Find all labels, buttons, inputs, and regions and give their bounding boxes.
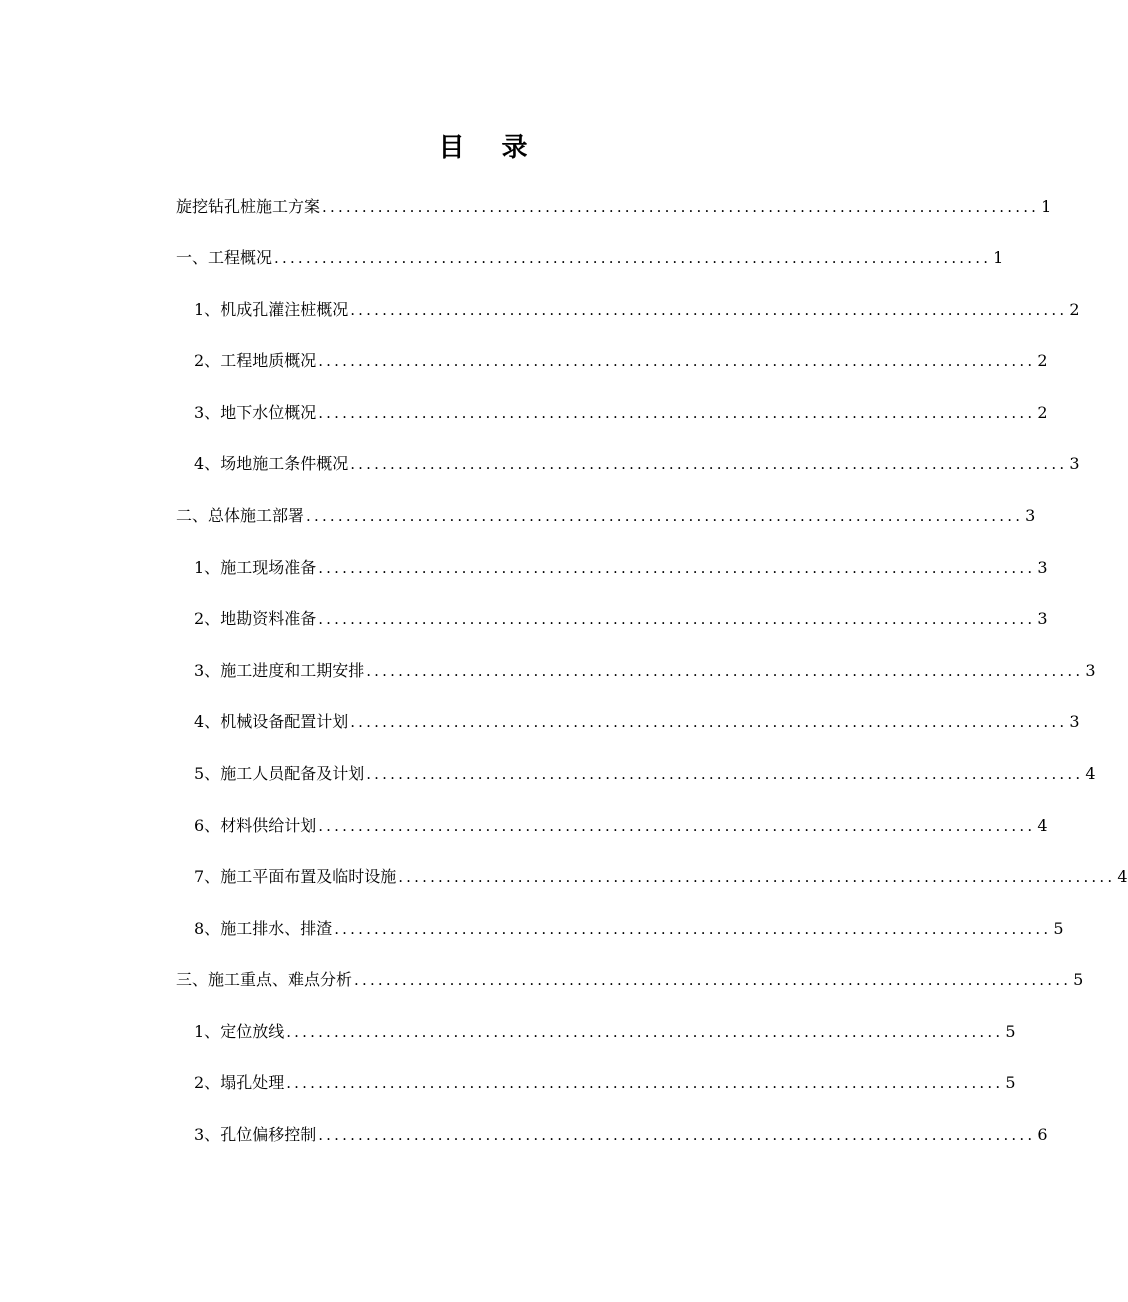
toc-leader: .......................................................................................... — [334, 920, 1052, 938]
toc-leader: .......................................................................................... — [318, 817, 1036, 835]
toc-entry — [194, 1020, 1016, 1044]
toc-title: 目 录 — [438, 133, 542, 163]
toc-entry-number: 2、 — [194, 351, 221, 370]
toc-entry-text: 机成孔灌注桩概况 — [220, 300, 349, 319]
toc-entry-text: 材料供给计划 — [220, 816, 317, 835]
toc-page-number: 5 — [1053, 919, 1064, 938]
toc-entry-text: 塌孔处理 — [220, 1073, 285, 1092]
toc-leader: .......................................................................................... — [274, 249, 992, 267]
toc-page-number: 4 — [1085, 764, 1096, 783]
toc-entry-text: 机械设备配置计划 — [220, 712, 349, 731]
toc-entry — [194, 556, 1048, 580]
toc-entry-number: 三、 — [176, 970, 209, 989]
toc-leader: .......................................................................................... — [350, 455, 1068, 473]
toc-page-number: 1 — [993, 248, 1004, 267]
toc-entry-text: 工程地质概况 — [220, 351, 317, 370]
toc-entry-text: 总体施工部署 — [208, 506, 305, 525]
toc-leader: .......................................................................................... — [350, 301, 1068, 319]
toc-entry-number: 2、 — [194, 609, 221, 628]
toc-leader: .......................................................................................... — [318, 1126, 1036, 1144]
toc-entry — [194, 298, 1080, 322]
toc-page-number: 3 — [1085, 661, 1096, 680]
toc-entry-number: 8、 — [194, 919, 221, 938]
toc-page-number: 4 — [1037, 816, 1048, 835]
toc-entry-number: 4、 — [194, 712, 221, 731]
toc-page-number: 3 — [1037, 609, 1048, 628]
toc-entry-text: 施工重点、难点分析 — [208, 970, 353, 989]
toc-page-number: 5 — [1005, 1073, 1016, 1092]
toc-leader: .......................................................................................... — [350, 713, 1068, 731]
toc-page-number: 5 — [1073, 970, 1084, 989]
toc-entry-text: 施工人员配备及计划 — [220, 764, 365, 783]
toc-entry-text: 旋挖钻孔桩施工方案 — [176, 197, 321, 216]
toc-leader: .......................................................................................... — [318, 610, 1036, 628]
toc-entry — [194, 917, 1064, 941]
toc-entry — [194, 710, 1080, 734]
toc-page-number: 5 — [1005, 1022, 1016, 1041]
toc-leader: .......................................................................................... — [286, 1074, 1004, 1092]
toc-leader: .......................................................................................... — [318, 352, 1036, 370]
toc-entry — [194, 762, 1096, 786]
toc-leader: .......................................................................................... — [286, 1023, 1004, 1041]
toc-page-number: 3 — [1069, 712, 1080, 731]
toc-leader: .......................................................................................... — [366, 765, 1084, 783]
toc-leader: .......................................................................................... — [354, 971, 1072, 989]
toc-entry — [194, 659, 1096, 683]
toc-entry-text: 施工排水、排渣 — [220, 919, 333, 938]
toc-entry-text: 定位放线 — [220, 1022, 285, 1041]
toc-page-number: 2 — [1069, 300, 1080, 319]
toc-entry-number: 1、 — [194, 300, 221, 319]
toc-page-number: 2 — [1037, 351, 1048, 370]
toc-leader: .......................................................................................... — [366, 662, 1084, 680]
toc-entry-number: 7、 — [194, 867, 221, 886]
toc-entry-text: 施工进度和工期安排 — [220, 661, 365, 680]
toc-entry-number: 5、 — [194, 764, 221, 783]
toc-entry-text: 地勘资料准备 — [220, 609, 317, 628]
toc-entry — [194, 865, 1128, 889]
toc-leader: .......................................................................................... — [318, 559, 1036, 577]
toc-entry — [176, 195, 1052, 219]
toc-entry — [176, 504, 1036, 528]
toc-entry-number: 4、 — [194, 454, 221, 473]
toc-entry-number: 3、 — [194, 1125, 221, 1144]
toc-entry — [194, 401, 1048, 425]
toc-entry — [194, 814, 1048, 838]
toc-entry-number: 6、 — [194, 816, 221, 835]
toc-entry — [194, 349, 1048, 373]
toc-entry-number: 1、 — [194, 558, 221, 577]
toc-page-number: 3 — [1069, 454, 1080, 473]
toc-entry-text: 孔位偏移控制 — [220, 1125, 317, 1144]
toc-entry-text: 地下水位概况 — [220, 403, 317, 422]
toc-entry — [176, 968, 1084, 992]
toc-entry-number: 3、 — [194, 661, 221, 680]
toc-page-number: 3 — [1037, 558, 1048, 577]
toc-entry — [176, 246, 1004, 270]
toc-entry-number: 2、 — [194, 1073, 221, 1092]
toc-entry-text: 场地施工条件概况 — [220, 454, 349, 473]
toc-entry-number: 一、 — [176, 248, 209, 267]
toc-page-number: 2 — [1037, 403, 1048, 422]
toc-page-number: 6 — [1037, 1125, 1048, 1144]
toc-page-number: 3 — [1025, 506, 1036, 525]
toc-entry-number: 1、 — [194, 1022, 221, 1041]
toc-entry — [194, 607, 1048, 631]
toc-entry-number: 二、 — [176, 506, 209, 525]
toc-entry-number: 3、 — [194, 403, 221, 422]
toc-leader: .......................................................................................... — [318, 404, 1036, 422]
toc-leader: .......................................................................................... — [322, 198, 1040, 216]
toc-entry-text: 施工平面布置及临时设施 — [220, 867, 397, 886]
toc-leader: .......................................................................................... — [398, 868, 1116, 886]
toc-page-number: 4 — [1117, 867, 1128, 886]
toc-page-number: 1 — [1041, 197, 1052, 216]
toc-entry-text: 工程概况 — [208, 248, 273, 267]
toc-entry — [194, 1071, 1016, 1095]
toc-leader: .......................................................................................... — [306, 507, 1024, 525]
toc-entry-text: 施工现场准备 — [220, 558, 317, 577]
toc-entry — [194, 452, 1080, 476]
toc-entry — [194, 1123, 1048, 1147]
